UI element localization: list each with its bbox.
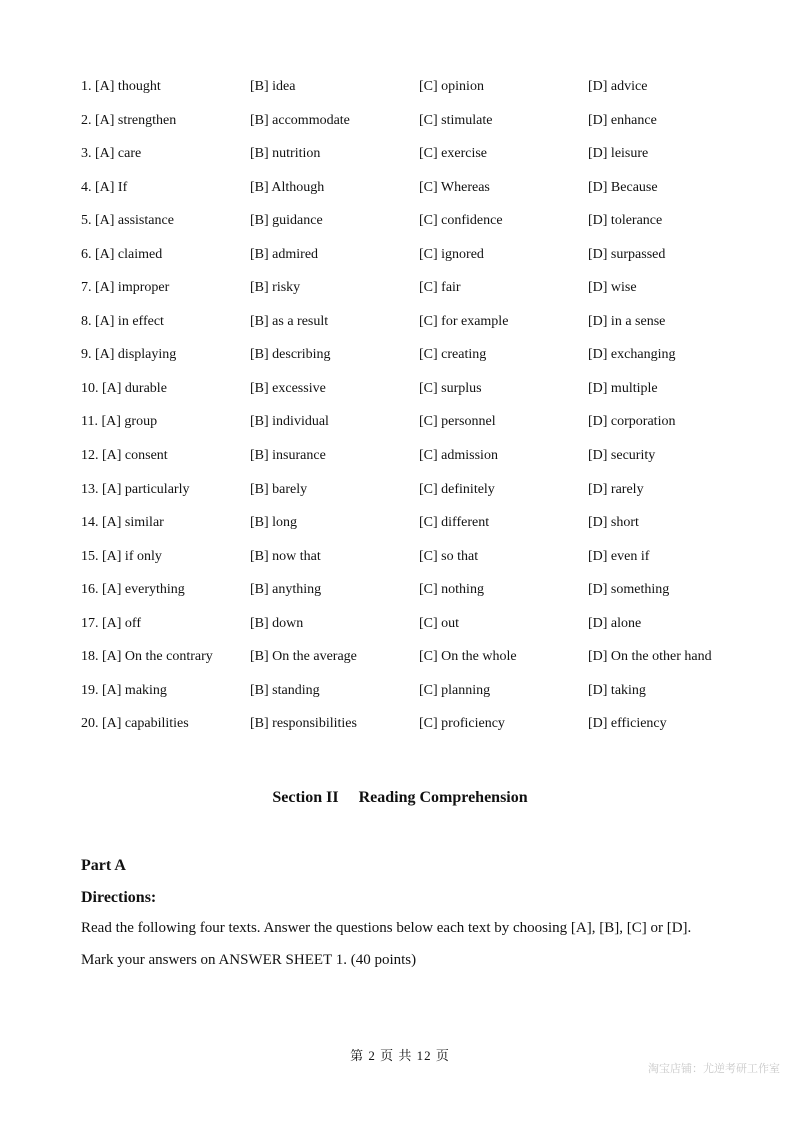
option-b: [B] now that <box>250 548 321 564</box>
question-row <box>81 380 761 414</box>
option-a: 13. [A] particularly <box>81 481 190 497</box>
option-d: [D] On the other hand <box>588 649 712 665</box>
option-c: [C] On the whole <box>419 649 517 665</box>
question-row <box>81 246 761 280</box>
option-a: 7. [A] improper <box>81 280 170 296</box>
question-row <box>81 179 761 213</box>
option-a: 20. [A] capabilities <box>81 716 189 732</box>
option-d: [D] multiple <box>588 380 658 396</box>
question-row <box>81 581 761 615</box>
option-a: 10. [A] durable <box>81 380 167 396</box>
option-d: [D] rarely <box>588 481 644 497</box>
question-row <box>81 212 761 246</box>
option-a: 18. [A] On the contrary <box>81 649 213 665</box>
option-c: [C] proficiency <box>419 716 505 732</box>
option-c: [C] exercise <box>419 146 488 162</box>
question-row <box>81 279 761 313</box>
option-a: 3. [A] care <box>81 146 142 162</box>
option-a: 12. [A] consent <box>81 448 168 464</box>
option-d: [D] something <box>588 582 670 598</box>
option-a: 8. [A] in effect <box>81 313 164 329</box>
option-c: [C] stimulate <box>419 112 493 128</box>
option-d: [D] corporation <box>588 414 676 430</box>
question-row <box>81 145 761 179</box>
option-d: [D] taking <box>588 682 646 698</box>
option-a: 14. [A] similar <box>81 515 164 531</box>
option-b: [B] excessive <box>250 380 326 396</box>
option-b: [B] idea <box>250 79 296 94</box>
option-b: [B] Although <box>250 179 325 195</box>
option-b: [B] admired <box>250 246 319 262</box>
option-b: [B] anything <box>250 582 322 598</box>
option-b: [B] responsibilities <box>250 716 357 732</box>
question-row <box>81 715 761 749</box>
option-d: [D] wise <box>588 280 637 296</box>
option-b: [B] describing <box>250 347 331 363</box>
watermark: 淘宝店铺：尤逆考研工作室 <box>648 1062 780 1075</box>
option-b: [B] down <box>250 615 304 631</box>
option-d: [D] even if <box>588 548 650 564</box>
option-d: [D] alone <box>588 615 642 631</box>
option-b: [B] accommodate <box>250 112 350 128</box>
option-d: [D] enhance <box>588 112 657 128</box>
option-b: [B] nutrition <box>250 146 321 162</box>
option-a: 19. [A] making <box>81 682 167 698</box>
option-c: [C] definitely <box>419 481 495 497</box>
option-c: [C] so that <box>419 548 479 564</box>
option-c: [C] for example <box>419 313 509 329</box>
option-c: [C] opinion <box>419 79 484 94</box>
option-d: [D] exchanging <box>588 347 676 363</box>
question-row <box>81 648 761 682</box>
option-a: 11. [A] group <box>81 414 158 430</box>
section-title: Section II Reading Comprehension <box>272 789 528 806</box>
option-a: 16. [A] everything <box>81 582 185 598</box>
option-c: [C] fair <box>419 280 461 296</box>
option-b: [B] guidance <box>250 213 323 229</box>
part-title: Part A <box>81 857 126 874</box>
directions-line-1: Read the following four texts. Answer the questions below each text by choosing [A], [B], [C] or [D]. <box>81 920 692 936</box>
option-a: 17. [A] off <box>81 615 142 631</box>
option-b: [B] standing <box>250 682 320 698</box>
option-c: [C] creating <box>419 347 487 363</box>
option-c: [C] nothing <box>419 582 484 598</box>
option-b: [B] long <box>250 515 298 531</box>
option-c: [C] planning <box>419 682 491 698</box>
option-d: [D] in a sense <box>588 313 666 329</box>
option-a: 6. [A] claimed <box>81 246 163 262</box>
option-b: [B] On the average <box>250 649 357 665</box>
option-c: [C] admission <box>419 448 498 464</box>
option-a: 4. [A] If <box>81 179 128 195</box>
option-c: [C] ignored <box>419 246 484 262</box>
option-d: [D] security <box>588 448 656 464</box>
option-a: 2. [A] strengthen <box>81 112 177 128</box>
option-d: [D] surpassed <box>588 246 666 262</box>
question-row <box>81 548 761 582</box>
question-row <box>81 313 761 347</box>
question-row <box>81 481 761 515</box>
option-b: [B] barely <box>250 481 308 497</box>
question-row <box>81 413 761 447</box>
option-d: [D] tolerance <box>588 213 663 229</box>
option-b: [B] risky <box>250 280 301 296</box>
question-row <box>81 78 761 112</box>
option-c: [C] Whereas <box>419 179 490 195</box>
option-b: [B] insurance <box>250 448 326 464</box>
option-d: [D] leisure <box>588 146 649 162</box>
option-c: [C] different <box>419 515 490 531</box>
page-number: 第 2 页 共 12 页 <box>350 1048 450 1063</box>
option-a: 9. [A] displaying <box>81 347 177 363</box>
option-c: [C] surplus <box>419 380 482 396</box>
directions-line-2: Mark your answers on ANSWER SHEET 1. (40 points) <box>81 952 417 968</box>
question-row <box>81 112 761 146</box>
option-d: [D] advice <box>588 79 648 94</box>
option-b: [B] as a result <box>250 313 329 329</box>
option-a: 1. [A] thought <box>81 79 161 94</box>
option-c: [C] confidence <box>419 213 503 229</box>
option-a: 15. [A] if only <box>81 548 162 564</box>
option-c: [C] out <box>419 615 460 631</box>
directions-title: Directions: <box>81 889 157 906</box>
option-d: [D] efficiency <box>588 716 667 732</box>
question-row <box>81 447 761 481</box>
question-list <box>81 78 761 749</box>
option-c: [C] personnel <box>419 414 496 430</box>
option-a: 5. [A] assistance <box>81 213 174 229</box>
question-row <box>81 615 761 649</box>
question-row <box>81 346 761 380</box>
option-d: [D] Because <box>588 179 658 195</box>
question-row <box>81 514 761 548</box>
question-row <box>81 682 761 716</box>
option-d: [D] short <box>588 515 639 531</box>
option-b: [B] individual <box>250 414 329 430</box>
